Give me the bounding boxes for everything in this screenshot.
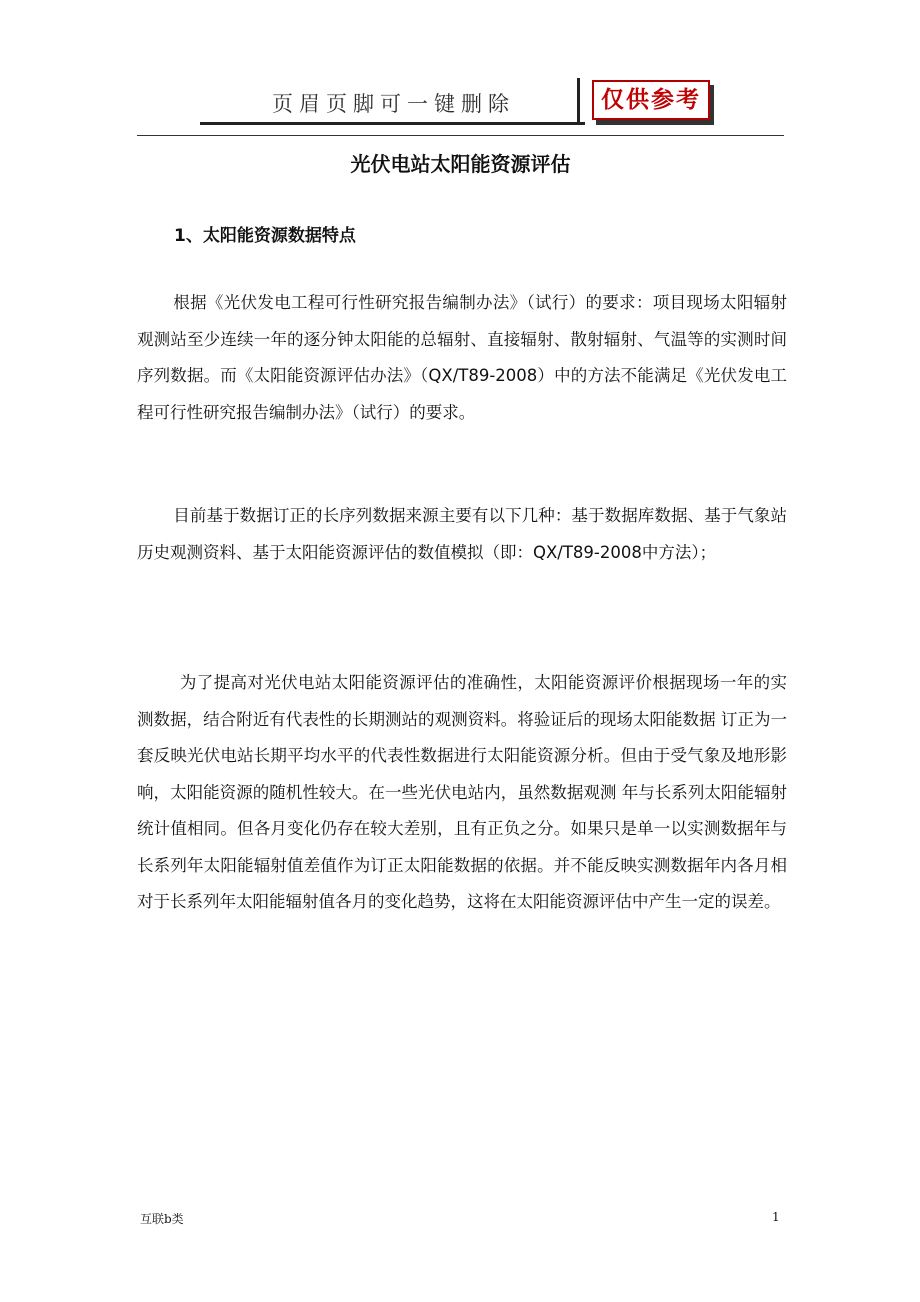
header-rule [137, 135, 784, 136]
section-heading: 1、太阳能资源数据特点 [174, 226, 356, 246]
banner-divider [577, 78, 580, 124]
banner-underline [200, 122, 585, 125]
reference-only-stamp: 仅供参考 [592, 80, 710, 120]
footer-label: 互联b类 [140, 1212, 184, 1226]
paragraph: 目前基于数据订正的长序列数据来源主要有以下几种：基于数据库数据、基于气象站历史观测资料、基于太阳能资源评估的数值模拟（即：QX/T89-2008中方法）； [137, 506, 787, 562]
header-banner-text: 页眉页脚可一键删除 [272, 92, 515, 116]
page-number: 1 [772, 1210, 780, 1224]
document-title: 光伏电站太阳能资源评估 [350, 152, 571, 176]
header-banner [200, 78, 722, 126]
paragraph: 为了提高对光伏电站太阳能资源评估的准确性，太阳能资源评价根据现场一年的实测数据，结合附近有代表性的长期测站的观测资料。将验证后的现场太阳能数据 订正为一套反映光伏电站长期平均水平的代表性数据进行太阳能资源分析。但由于受气象及地形影响，太阳能资源的随机性较大。在一些光伏电站内，虽然数据观测 年与长系列太阳能辐射统计值相同。但各月变化仍存在较大差别，且有正负之分。如果只是单一以实测数据年与长系列年太阳能辐射值差值作为订正太阳能数据的依据。并不能反映实测数据年内各月相对于长系列年太阳能辐射值各月的变化趋势，这将在太阳能资源评估中产生一定的误差。 [137, 673, 787, 911]
paragraph: 根据《光伏发电工程可行性研究报告编制办法》（试行）的要求：项目现场太阳辐射观测站至少连续一年的逐分钟太阳能的总辐射、直接辐射、散射辐射、气温等的实测时间序列数据。而《太阳能资源评估办法》（QX/T89-2008）中的方法不能满足《光伏发电工程可行性研究报告编制办法》（试行）的要求。 [137, 293, 787, 422]
